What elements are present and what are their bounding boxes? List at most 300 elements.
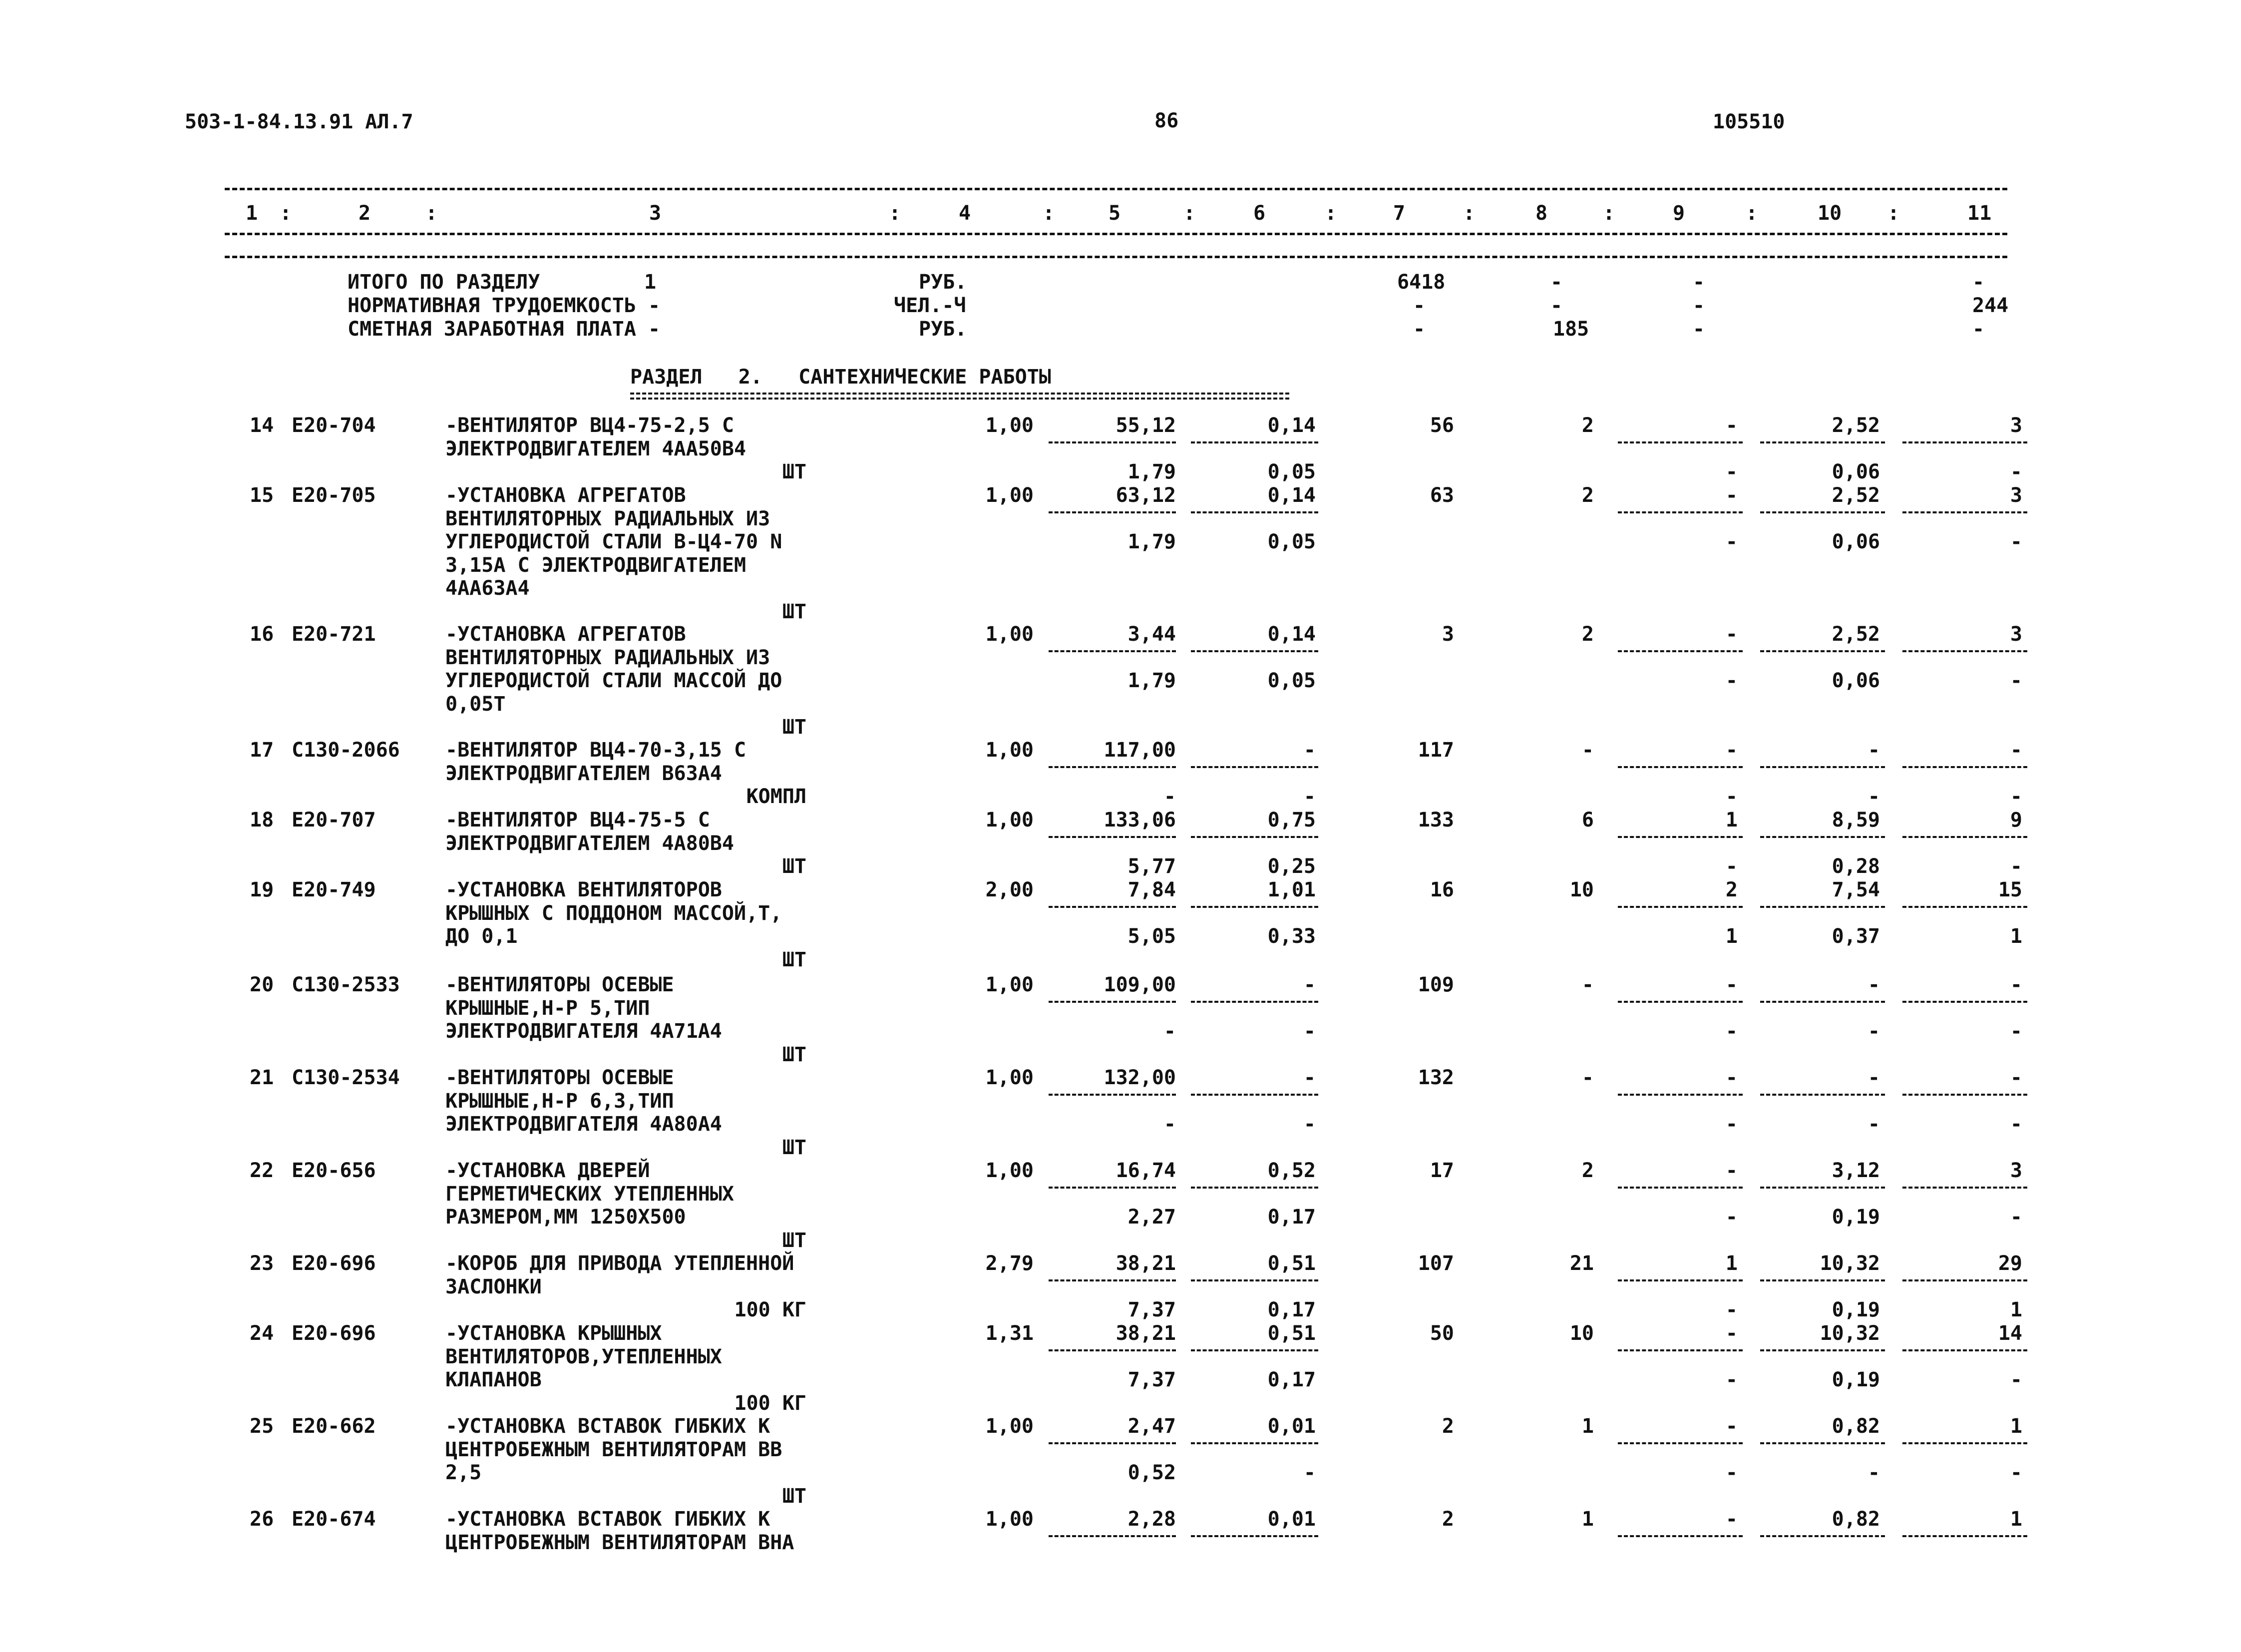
unit-cost-total: 3,44 bbox=[1127, 623, 1176, 646]
column-number: 10 bbox=[1818, 202, 1842, 225]
total-wages-rule bbox=[1618, 441, 1743, 443]
unit-cost-rule bbox=[1049, 650, 1176, 652]
column-number: 5 bbox=[1109, 202, 1121, 225]
row-number: 14 bbox=[250, 414, 274, 437]
total-wages-rule bbox=[1618, 1001, 1743, 1003]
description-line: ГЕРМЕТИЧЕСКИХ УТЕПЛЕННЫХ bbox=[445, 1182, 734, 1206]
labor-total-machinists: - bbox=[2010, 1206, 2022, 1229]
labor-total-machinists: - bbox=[2010, 1368, 2022, 1391]
total-wages: 1 bbox=[1725, 1252, 1738, 1275]
unit-cost-machine: 0,75 bbox=[1267, 809, 1316, 831]
summary-total-c11: - bbox=[1972, 271, 1985, 294]
summary-labor-c7: - bbox=[1413, 294, 1426, 317]
unit-of-measure: ШТ bbox=[782, 1136, 806, 1159]
labor-total-rule bbox=[1902, 1001, 2027, 1003]
labor-unit-machinists: 0,37 bbox=[1832, 925, 1880, 948]
quantity: 1,00 bbox=[985, 414, 1034, 437]
page-number: 86 bbox=[1154, 109, 1179, 132]
labor-total: 3 bbox=[2010, 414, 2022, 437]
total-machine: 2 bbox=[1581, 623, 1594, 646]
quantity: 1,00 bbox=[985, 1508, 1034, 1531]
norm-code: Е20-749 bbox=[292, 878, 376, 901]
row-number: 21 bbox=[250, 1066, 274, 1089]
labor-unit: 3,12 bbox=[1832, 1159, 1880, 1182]
unit-cost-wages: 7,37 bbox=[1127, 1368, 1176, 1391]
norm-code: Е20-721 bbox=[292, 623, 376, 646]
description-line: КРЫШНЫЕ,Н-Р 6,3,ТИП bbox=[445, 1089, 674, 1113]
doc-index: 105510 bbox=[1713, 110, 1785, 133]
description-line: -ВЕНТИЛЯТОР ВЦ4-75-2,5 С bbox=[445, 414, 734, 437]
labor-unit-rule bbox=[1760, 906, 1885, 908]
unit-cost-wages: 7,37 bbox=[1127, 1298, 1176, 1321]
labor-unit: - bbox=[1868, 739, 1880, 762]
description-line: ЭЛЕКТРОДВИГАТЕЛЕМ 4АА50В4 bbox=[445, 437, 747, 460]
description-line: -УСТАНОВКА ДВЕРЕЙ bbox=[445, 1159, 650, 1182]
description-line: 2,5 bbox=[445, 1461, 482, 1484]
labor-unit-rule bbox=[1760, 1094, 1885, 1096]
column-number: 4 bbox=[959, 202, 971, 225]
unit-cost-wages: - bbox=[1163, 1020, 1176, 1043]
unit-cost-rule bbox=[1049, 511, 1176, 513]
summary-total-c8: - bbox=[1550, 271, 1563, 294]
machine-wages-total: - bbox=[1725, 669, 1738, 692]
machine-rule bbox=[1191, 766, 1318, 768]
machine-rule bbox=[1191, 1442, 1318, 1444]
labor-total-rule bbox=[1902, 906, 2027, 908]
labor-unit-machinists: - bbox=[1868, 1461, 1880, 1484]
total-machine: 6 bbox=[1581, 809, 1594, 831]
labor-unit-rule bbox=[1760, 1349, 1885, 1351]
unit-cost-rule bbox=[1049, 1535, 1176, 1537]
summary-wages-c7: - bbox=[1413, 318, 1426, 341]
summary-labor-c8: - bbox=[1550, 294, 1563, 317]
description-line: -КОРОБ ДЛЯ ПРИВОДА УТЕПЛЕННОЙ bbox=[445, 1252, 794, 1275]
unit-cost-machine: 0,01 bbox=[1267, 1508, 1316, 1531]
labor-total: 3 bbox=[2010, 1159, 2022, 1182]
total-cost: 2 bbox=[1442, 1508, 1454, 1531]
norm-code: С130-2534 bbox=[292, 1066, 400, 1089]
unit-cost-rule bbox=[1049, 1349, 1176, 1351]
description-line: ЭЛЕКТРОДВИГАТЕЛЕМ В63А4 bbox=[445, 762, 722, 785]
description-line: -УСТАНОВКА ВЕНТИЛЯТОРОВ bbox=[445, 878, 722, 901]
machine-wages-total: - bbox=[1725, 460, 1738, 483]
norm-code: Е20-696 bbox=[292, 1322, 376, 1345]
total-wages-rule bbox=[1618, 1535, 1743, 1537]
description-line: ЦЕНТРОБЕЖНЫМ ВЕНТИЛЯТОРАМ ВНА bbox=[445, 1531, 794, 1554]
labor-unit-rule bbox=[1760, 650, 1885, 652]
norm-code: Е20-674 bbox=[292, 1508, 376, 1531]
description-line: КРЫШНЫХ С ПОДДОНОМ МАССОЙ,Т, bbox=[445, 901, 782, 925]
description-line: ЭЛЕКТРОДВИГАТЕЛЯ 4А71А4 bbox=[445, 1020, 722, 1043]
labor-total-rule bbox=[1902, 511, 2027, 513]
column-separator: : bbox=[1325, 202, 1337, 225]
unit-cost-wages: - bbox=[1163, 785, 1176, 808]
unit-cost-rule bbox=[1049, 906, 1176, 908]
labor-total-rule bbox=[1902, 650, 2027, 652]
total-wages: - bbox=[1725, 973, 1738, 996]
unit-cost-total: 2,28 bbox=[1127, 1508, 1176, 1531]
row-number: 19 bbox=[250, 878, 274, 901]
description-line: -ВЕНТИЛЯТОРЫ ОСЕВЫЕ bbox=[445, 973, 674, 996]
unit-cost-machine-wages: - bbox=[1303, 1020, 1316, 1043]
total-cost: 63 bbox=[1430, 484, 1454, 507]
description-line: -УСТАНОВКА АГРЕГАТОВ bbox=[445, 484, 686, 507]
labor-unit-rule bbox=[1760, 1187, 1885, 1189]
description-line: КЛАПАНОВ bbox=[445, 1368, 542, 1391]
total-wages: - bbox=[1725, 1415, 1738, 1438]
description-line: ВЕНТИЛЯТОРНЫХ РАДИАЛЬНЫХ ИЗ bbox=[445, 646, 770, 669]
row-number: 15 bbox=[250, 484, 274, 507]
unit-cost-machine: 0,51 bbox=[1267, 1252, 1316, 1275]
total-wages-rule bbox=[1618, 1442, 1743, 1444]
summary-wages-c9: - bbox=[1693, 318, 1705, 341]
unit-cost-machine-wages: 0,05 bbox=[1267, 669, 1316, 692]
row-number: 16 bbox=[250, 623, 274, 646]
column-number: 3 bbox=[649, 202, 662, 225]
unit-cost-wages: 1,79 bbox=[1127, 460, 1176, 483]
unit-cost-machine-wages: 0,05 bbox=[1267, 530, 1316, 553]
column-separator: : bbox=[1463, 202, 1476, 225]
labor-unit-rule bbox=[1760, 1442, 1885, 1444]
description-line: ЗАСЛОНКИ bbox=[445, 1275, 542, 1298]
column-number: 1 bbox=[246, 202, 258, 225]
description-line: -ВЕНТИЛЯТОРЫ ОСЕВЫЕ bbox=[445, 1066, 674, 1089]
row-number: 25 bbox=[250, 1415, 274, 1438]
row-number: 17 bbox=[250, 739, 274, 762]
labor-unit-machinists: - bbox=[1868, 785, 1880, 808]
quantity: 1,00 bbox=[985, 623, 1034, 646]
total-cost: 3 bbox=[1442, 623, 1454, 646]
unit-cost-machine-wages: 0,17 bbox=[1267, 1368, 1316, 1391]
summary-top-rule bbox=[225, 256, 2007, 258]
total-wages-rule bbox=[1618, 906, 1743, 908]
total-wages-rule bbox=[1618, 1187, 1743, 1189]
unit-of-measure: ШТ bbox=[782, 1484, 806, 1508]
labor-unit-rule bbox=[1760, 836, 1885, 838]
unit-cost-machine-wages: 0,25 bbox=[1267, 855, 1316, 878]
labor-total: - bbox=[2010, 1066, 2022, 1089]
column-separator: : bbox=[425, 202, 438, 225]
labor-unit-machinists: 0,06 bbox=[1832, 460, 1880, 483]
labor-total-rule bbox=[1902, 766, 2027, 768]
labor-total-rule bbox=[1902, 1349, 2027, 1351]
description-line: УГЛЕРОДИСТОЙ СТАЛИ В-Ц4-70 N bbox=[445, 530, 782, 553]
unit-cost-machine: 0,14 bbox=[1267, 484, 1316, 507]
norm-code: С130-2533 bbox=[292, 973, 400, 996]
quantity: 1,00 bbox=[985, 739, 1034, 762]
description-line: 3,15А С ЭЛЕКТРОДВИГАТЕЛЕМ bbox=[445, 553, 747, 577]
labor-unit-rule bbox=[1760, 1001, 1885, 1003]
machine-rule bbox=[1191, 511, 1318, 513]
description-line: -УСТАНОВКА АГРЕГАТОВ bbox=[445, 623, 686, 646]
total-wages: - bbox=[1725, 623, 1738, 646]
labor-total-machinists: - bbox=[2010, 669, 2022, 692]
total-machine: 10 bbox=[1569, 878, 1594, 901]
machine-rule bbox=[1191, 906, 1318, 908]
total-cost: 132 bbox=[1418, 1066, 1454, 1089]
labor-unit-machinists: 0,19 bbox=[1832, 1206, 1880, 1229]
labor-total-rule bbox=[1902, 1187, 2027, 1189]
labor-unit-rule bbox=[1760, 766, 1885, 768]
labor-total-machinists: - bbox=[2010, 785, 2022, 808]
column-separator: : bbox=[280, 202, 292, 225]
norm-code: Е20-662 bbox=[292, 1415, 376, 1438]
labor-total: 3 bbox=[2010, 484, 2022, 507]
total-machine: 2 bbox=[1581, 1159, 1594, 1182]
unit-cost-rule bbox=[1049, 836, 1176, 838]
machine-rule bbox=[1191, 441, 1318, 443]
unit-cost-rule bbox=[1049, 1279, 1176, 1281]
machine-rule bbox=[1191, 1535, 1318, 1537]
norm-code: Е20-705 bbox=[292, 484, 376, 507]
row-number: 20 bbox=[250, 973, 274, 996]
total-wages-rule bbox=[1618, 766, 1743, 768]
total-wages-rule bbox=[1618, 1349, 1743, 1351]
total-cost: 50 bbox=[1430, 1322, 1454, 1345]
labor-total-rule bbox=[1902, 836, 2027, 838]
quantity: 1,00 bbox=[985, 1066, 1034, 1089]
summary-labor-c9: - bbox=[1693, 294, 1705, 317]
total-wages-rule bbox=[1618, 1279, 1743, 1281]
description-line: ЭЛЕКТРОДВИГАТЕЛЯ 4А80А4 bbox=[445, 1113, 722, 1136]
unit-cost-rule bbox=[1049, 1094, 1176, 1096]
labor-unit: 8,59 bbox=[1832, 809, 1880, 831]
unit-cost-wages: 1,79 bbox=[1127, 530, 1176, 553]
labor-unit: 10,32 bbox=[1820, 1322, 1880, 1345]
norm-code: Е20-656 bbox=[292, 1159, 376, 1182]
unit-cost-total: 63,12 bbox=[1116, 484, 1176, 507]
machine-rule bbox=[1191, 1349, 1318, 1351]
unit-cost-rule bbox=[1049, 766, 1176, 768]
total-wages: - bbox=[1725, 484, 1738, 507]
total-cost: 16 bbox=[1430, 878, 1454, 901]
total-wages: 1 bbox=[1725, 809, 1738, 831]
doc-code: 503-1-84.13.91 АЛ.7 bbox=[185, 110, 413, 133]
machine-wages-total: - bbox=[1725, 1461, 1738, 1484]
description-line: -УСТАНОВКА КРЫШНЫХ bbox=[445, 1322, 662, 1345]
total-machine: - bbox=[1581, 1066, 1594, 1089]
unit-of-measure: ШТ bbox=[782, 460, 806, 483]
total-wages-rule bbox=[1618, 1094, 1743, 1096]
labor-total-rule bbox=[1902, 1094, 2027, 1096]
quantity: 1,31 bbox=[985, 1322, 1034, 1345]
total-machine: 2 bbox=[1581, 484, 1594, 507]
labor-unit-rule bbox=[1760, 511, 1885, 513]
description-line: ВЕНТИЛЯТОРОВ,УТЕПЛЕННЫХ bbox=[445, 1345, 722, 1368]
row-number: 23 bbox=[250, 1252, 274, 1275]
quantity: 2,00 bbox=[985, 878, 1034, 901]
section-title-underline-1 bbox=[630, 393, 1289, 395]
column-number: 8 bbox=[1535, 202, 1548, 225]
norm-code: Е20-707 bbox=[292, 809, 376, 831]
unit-of-measure: ШТ bbox=[782, 1043, 806, 1066]
machine-rule bbox=[1191, 1279, 1318, 1281]
labor-total: 29 bbox=[1998, 1252, 2022, 1275]
header-rule bbox=[225, 233, 2007, 235]
unit-cost-machine-wages: 0,33 bbox=[1267, 925, 1316, 948]
column-number: 6 bbox=[1253, 202, 1266, 225]
unit-cost-total: 109,00 bbox=[1104, 973, 1176, 996]
total-cost: 109 bbox=[1418, 973, 1454, 996]
machine-rule bbox=[1191, 650, 1318, 652]
labor-unit: 2,52 bbox=[1832, 623, 1880, 646]
column-number: 11 bbox=[1967, 202, 1992, 225]
unit-cost-wages: 5,05 bbox=[1127, 925, 1176, 948]
unit-cost-total: 133,06 bbox=[1104, 809, 1176, 831]
unit-of-measure: ШТ bbox=[782, 1229, 806, 1252]
labor-total-machinists: - bbox=[2010, 1113, 2022, 1136]
unit-of-measure: 100 КГ bbox=[734, 1298, 806, 1321]
labor-unit-machinists: 0,06 bbox=[1832, 669, 1880, 692]
labor-total-machinists: - bbox=[2010, 460, 2022, 483]
labor-unit: 10,32 bbox=[1820, 1252, 1880, 1275]
description-line: -ВЕНТИЛЯТОР ВЦ4-75-5 С bbox=[445, 809, 710, 831]
total-cost: 117 bbox=[1418, 739, 1454, 762]
labor-total: 14 bbox=[1998, 1322, 2022, 1345]
machine-wages-total: - bbox=[1725, 1020, 1738, 1043]
quantity: 1,00 bbox=[985, 484, 1034, 507]
labor-total: 1 bbox=[2010, 1415, 2022, 1438]
column-number: 2 bbox=[359, 202, 371, 225]
machine-rule bbox=[1191, 1187, 1318, 1189]
quantity: 1,00 bbox=[985, 973, 1034, 996]
labor-unit: 0,82 bbox=[1832, 1508, 1880, 1531]
unit-cost-rule bbox=[1049, 1001, 1176, 1003]
labor-total: - bbox=[2010, 973, 2022, 996]
summary-labor-c11: 244 bbox=[1972, 294, 2009, 317]
unit-cost-wages: 0,52 bbox=[1127, 1461, 1176, 1484]
unit-cost-machine: 0,14 bbox=[1267, 623, 1316, 646]
summary-total-section-num: 1 bbox=[644, 271, 657, 294]
unit-cost-machine: - bbox=[1303, 1066, 1316, 1089]
labor-total-machinists: - bbox=[2010, 530, 2022, 553]
labor-unit-machinists: - bbox=[1868, 1113, 1880, 1136]
labor-total-rule bbox=[1902, 1279, 2027, 1281]
labor-total-machinists: 1 bbox=[2010, 925, 2022, 948]
description-line: ЭЛЕКТРОДВИГАТЕЛЕМ 4А80В4 bbox=[445, 831, 734, 855]
summary-total-label: ИТОГО ПО РАЗДЕЛУ bbox=[348, 271, 540, 294]
description-line: КРЫШНЫЕ,Н-Р 5,ТИП bbox=[445, 996, 650, 1020]
description-line: -УСТАНОВКА ВСТАВОК ГИБКИХ К bbox=[445, 1415, 770, 1438]
total-wages: - bbox=[1725, 1322, 1738, 1345]
total-machine: 1 bbox=[1581, 1508, 1594, 1531]
unit-of-measure: КОМПЛ bbox=[746, 785, 806, 808]
machine-wages-total: - bbox=[1725, 1113, 1738, 1136]
machine-wages-total: - bbox=[1725, 1206, 1738, 1229]
quantity: 1,00 bbox=[985, 1415, 1034, 1438]
labor-unit: 2,52 bbox=[1832, 484, 1880, 507]
description-line: -ВЕНТИЛЯТОР ВЦ4-70-3,15 С bbox=[445, 739, 747, 762]
labor-total: 1 bbox=[2010, 1508, 2022, 1531]
labor-total-rule bbox=[1902, 1442, 2027, 1444]
machine-wages-total: 1 bbox=[1725, 925, 1738, 948]
unit-cost-total: 38,21 bbox=[1116, 1322, 1176, 1345]
unit-of-measure: ШТ bbox=[782, 855, 806, 878]
summary-total-c9: - bbox=[1693, 271, 1705, 294]
description-line: УГЛЕРОДИСТОЙ СТАЛИ МАССОЙ ДО bbox=[445, 669, 782, 692]
total-cost: 56 bbox=[1430, 414, 1454, 437]
norm-code: Е20-696 bbox=[292, 1252, 376, 1275]
row-number: 22 bbox=[250, 1159, 274, 1182]
total-cost: 133 bbox=[1418, 809, 1454, 831]
unit-cost-total: 55,12 bbox=[1116, 414, 1176, 437]
unit-cost-machine: - bbox=[1303, 973, 1316, 996]
labor-unit-rule bbox=[1760, 1535, 1885, 1537]
unit-of-measure: ШТ bbox=[782, 948, 806, 971]
total-wages-rule bbox=[1618, 650, 1743, 652]
labor-unit-rule bbox=[1760, 441, 1885, 443]
unit-of-measure: ШТ bbox=[782, 716, 806, 739]
summary-labor-unit: ЧЕЛ.-Ч bbox=[894, 294, 966, 317]
unit-cost-total: 7,84 bbox=[1127, 878, 1176, 901]
unit-cost-rule bbox=[1049, 441, 1176, 443]
unit-of-measure: ШТ bbox=[782, 600, 806, 623]
total-cost: 2 bbox=[1442, 1415, 1454, 1438]
summary-wages-c8: 185 bbox=[1553, 318, 1589, 341]
labor-unit-machinists: 0,19 bbox=[1832, 1298, 1880, 1321]
unit-cost-total: 38,21 bbox=[1116, 1252, 1176, 1275]
machine-rule bbox=[1191, 1094, 1318, 1096]
row-number: 26 bbox=[250, 1508, 274, 1531]
machine-wages-total: - bbox=[1725, 785, 1738, 808]
labor-total-machinists: - bbox=[2010, 855, 2022, 878]
labor-total: 3 bbox=[2010, 623, 2022, 646]
unit-cost-total: 16,74 bbox=[1116, 1159, 1176, 1182]
column-separator: : bbox=[889, 202, 901, 225]
quantity: 1,00 bbox=[985, 1159, 1034, 1182]
quantity: 1,00 bbox=[985, 809, 1034, 831]
column-separator: : bbox=[1043, 202, 1055, 225]
description-line: ДО 0,1 bbox=[445, 925, 518, 948]
unit-cost-machine-wages: - bbox=[1303, 785, 1316, 808]
labor-total: 15 bbox=[1998, 878, 2022, 901]
norm-code: Е20-704 bbox=[292, 414, 376, 437]
unit-cost-machine: 0,01 bbox=[1267, 1415, 1316, 1438]
total-wages: - bbox=[1725, 1066, 1738, 1089]
unit-of-measure: 100 КГ bbox=[734, 1391, 806, 1415]
unit-cost-rule bbox=[1049, 1187, 1176, 1189]
machine-wages-total: - bbox=[1725, 1298, 1738, 1321]
total-wages: - bbox=[1725, 1508, 1738, 1531]
unit-cost-machine-wages: 0,17 bbox=[1267, 1298, 1316, 1321]
total-machine: - bbox=[1581, 739, 1594, 762]
labor-unit: 7,54 bbox=[1832, 878, 1880, 901]
total-machine: 10 bbox=[1569, 1322, 1594, 1345]
total-machine: 1 bbox=[1581, 1415, 1594, 1438]
total-cost: 17 bbox=[1430, 1159, 1454, 1182]
unit-cost-total: 117,00 bbox=[1104, 739, 1176, 762]
description-line: ЦЕНТРОБЕЖНЫМ ВЕНТИЛЯТОРАМ ВВ bbox=[445, 1438, 782, 1461]
labor-unit: 2,52 bbox=[1832, 414, 1880, 437]
labor-unit: - bbox=[1868, 973, 1880, 996]
column-separator: : bbox=[1183, 202, 1196, 225]
labor-total-machinists: - bbox=[2010, 1020, 2022, 1043]
machine-wages-total: - bbox=[1725, 530, 1738, 553]
unit-cost-machine: 0,14 bbox=[1267, 414, 1316, 437]
column-separator: : bbox=[1603, 202, 1615, 225]
labor-unit-machinists: - bbox=[1868, 1020, 1880, 1043]
summary-total-unit: РУБ. bbox=[919, 271, 967, 294]
labor-total: - bbox=[2010, 739, 2022, 762]
total-cost: 107 bbox=[1418, 1252, 1454, 1275]
unit-cost-machine-wages: 0,17 bbox=[1267, 1206, 1316, 1229]
total-machine: - bbox=[1581, 973, 1594, 996]
unit-cost-machine-wages: 0,05 bbox=[1267, 460, 1316, 483]
column-number: 7 bbox=[1393, 202, 1406, 225]
total-wages-rule bbox=[1618, 836, 1743, 838]
unit-cost-machine: 1,01 bbox=[1267, 878, 1316, 901]
unit-cost-machine-wages: - bbox=[1303, 1461, 1316, 1484]
